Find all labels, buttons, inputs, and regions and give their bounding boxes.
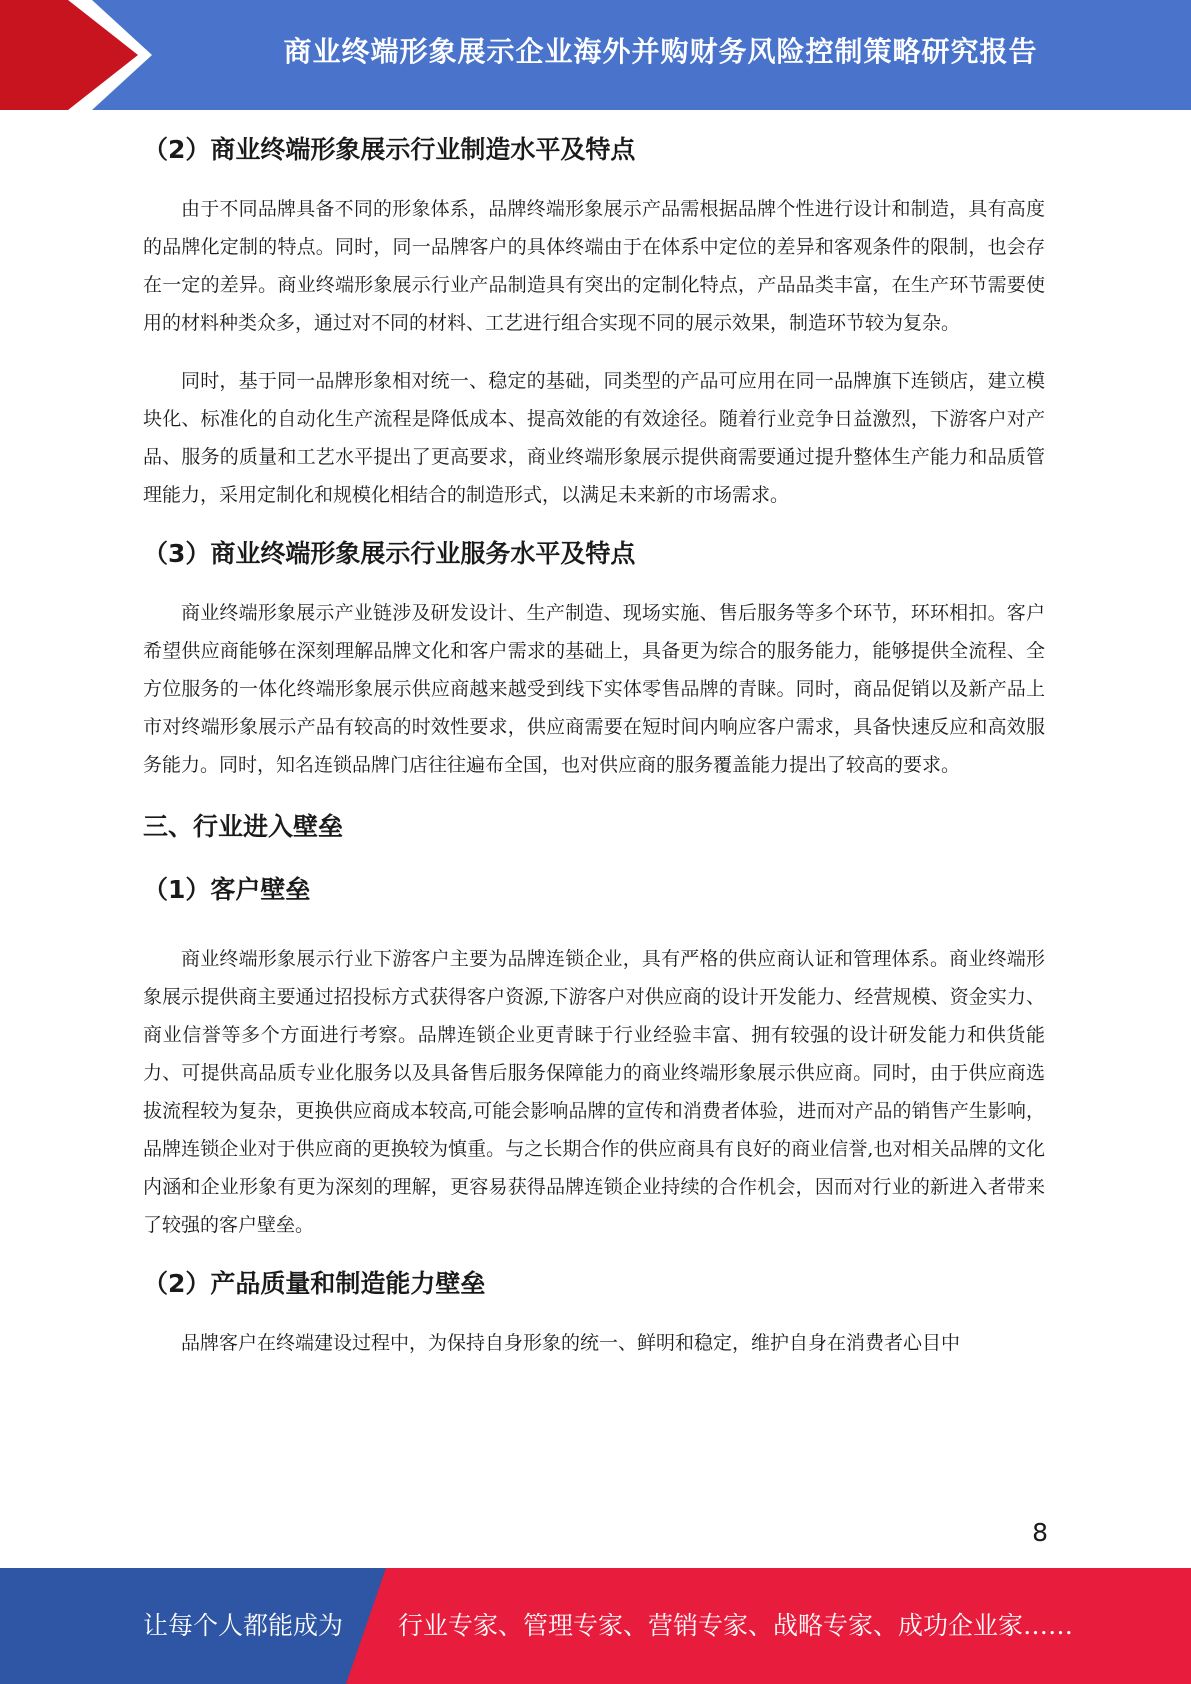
page-number: 8 xyxy=(1032,1518,1048,1547)
paragraph-service-1: 商业终端形象展示产业链涉及研发设计、生产制造、现场实施、售后服务等多个环节，环环相扣。客户希望供应商能够在深刻理解品牌文化和客户需求的基础上，具备更为综合的服务能力，能够提供全流程、全方位服务的一体化终端形象展示供应商越来越受到线下实体零售品牌的青睐。同时，商品促销以及新产品上市对终端形象展示产品有较高的时效性要求，供应商需要在短时间内响应客户需求，具备快速反应和高效服务能力。同时，知名连锁品牌门店往往遍布全国，也对供应商的服务覆盖能力提出了较高的要求。 xyxy=(143,602,1045,776)
paragraph-customer-barrier: 商业终端形象展示行业下游客户主要为品牌连锁企业，具有严格的供应商认证和管理体系。商业终端形象展示提供商主要通过招投标方式获得客户资源,下游客户对供应商的设计开发能力、经营规模、资金实力、商业信誉等多个方面进行考察。品牌连锁企业更青睐于行业经验丰富、拥有较强的设计研发能力和供货能力、可提供高品质专业化服务以及具备售后服务保障能力的商业终端形象展示供应商。同时，由于供应商选拔流程较为复杂，更换供应商成本较高,可能会影响品牌的宣传和消费者体验，进而对产品的销售产生影响，品牌连锁企业对于供应商的更换较为慎重。与之长期合作的供应商具有良好的商业信誉,也对相关品牌的文化内涵和企业形象有更为深刻的理解，更容易获得品牌连锁企业持续的合作机会，因而对行业的新进入者带来了较强的客户壁垒。 xyxy=(143,948,1045,1236)
main-content xyxy=(143,120,1045,1362)
report-title: 商业终端形象展示企业海外并购财务风险控制策略研究报告 xyxy=(283,35,1038,68)
footer-slogan-right: 行业专家、管理专家、营销专家、战略专家、成功企业家…… xyxy=(398,1611,1074,1640)
paragraph-quality-barrier: 品牌客户在终端建设过程中，为保持自身形象的统一、鲜明和稳定，维护自身在消费者心目中 xyxy=(181,1332,961,1354)
paragraph-manufacturing-1: 由于不同品牌具备不同的形象体系，品牌终端形象展示产品需根据品牌个性进行设计和制造，具有高度的品牌化定制的特点。同时，同一品牌客户的具体终端由于在体系中定位的差异和客观条件的限制，也会存在一定的差异。商业终端形象展示行业产品制造具有突出的定制化特点，产品品类丰富，在生产环节需要使用的材料种类众多，通过对不同的材料、工艺进行组合实现不同的展示效果，制造环节较为复杂。 xyxy=(143,198,1045,334)
footer-slogan-left: 让每个人都能成为 xyxy=(143,1611,344,1640)
section-heading-service: （3）商业终端形象展示行业服务水平及特点 xyxy=(143,539,636,568)
header-arrow-icon xyxy=(0,0,138,110)
page-header xyxy=(0,0,1191,110)
section-heading-manufacturing: （2）商业终端形象展示行业制造水平及特点 xyxy=(143,135,636,164)
page-footer xyxy=(0,1568,1191,1684)
section-heading-quality-barrier: （2）产品质量和制造能力壁垒 xyxy=(143,1269,486,1298)
section-heading-customer-barrier: （1）客户壁垒 xyxy=(143,875,311,904)
paragraph-manufacturing-2: 同时，基于同一品牌形象相对统一、稳定的基础，同类型的产品可应用在同一品牌旗下连锁店，建立模块化、标准化的自动化生产流程是降低成本、提高效能的有效途径。随着行业竞争日益激烈，下游客户对产品、服务的质量和工艺水平提出了更高要求，商业终端形象展示提供商需要通过提升整体生产能力和品质管理能力，采用定制化和规模化相结合的制造形式，以满足未来新的市场需求。 xyxy=(143,370,1045,506)
chapter-heading-barriers: 三、行业进入壁垒 xyxy=(143,812,344,841)
